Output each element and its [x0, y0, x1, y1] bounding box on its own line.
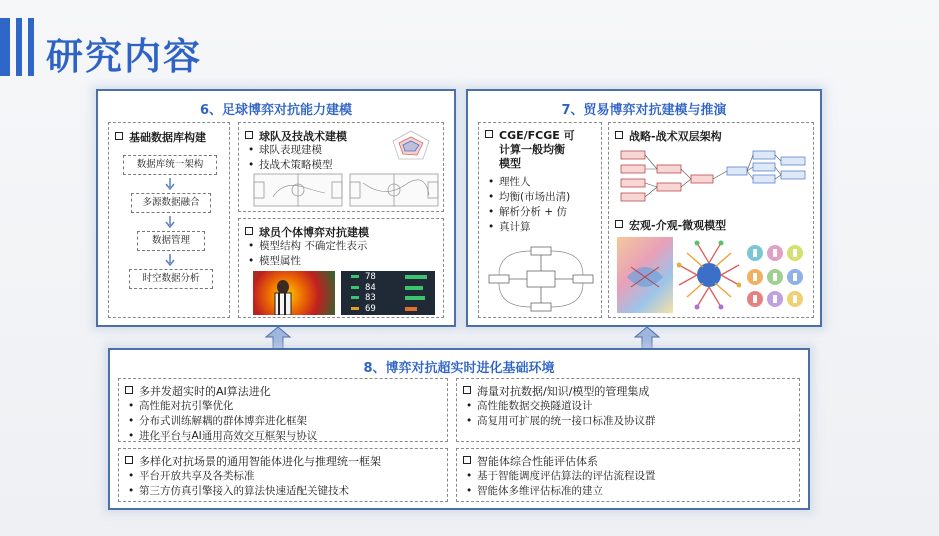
- strategy-section: [608, 122, 814, 318]
- bullet-item: • 高性能数据交换隧道设计: [463, 399, 656, 414]
- bullet-item: • 高性能对抗引擎优化: [125, 399, 317, 414]
- bullet-item: • 基于智能调度评估算法的评估流程设置: [463, 469, 656, 484]
- page-title: 研究内容: [46, 35, 202, 78]
- arrow-down-icon: [165, 254, 175, 266]
- section-heading: 多样化对抗场景的通用智能体进化与推理统一框架: [125, 453, 381, 469]
- stat-value: 83: [365, 293, 376, 303]
- bullet-item: • 分布式训练解耦的群体博弈进化框架: [125, 414, 317, 429]
- bullet-item: • 进化平台与AI通用高效交互框架与协议: [125, 429, 317, 444]
- player-section: [238, 218, 444, 318]
- strategy-heading: 战略-战术双层架构: [615, 128, 722, 144]
- section-heading: 多并发超实时的AI算法进化: [125, 383, 317, 399]
- micro-agents-image: [745, 237, 809, 313]
- mesoscale-network-image: [677, 237, 741, 313]
- panel-title: 7、贸易博弈对抗建模与推演: [561, 103, 727, 118]
- macro-heading: 宏观-介观-微观模型: [615, 217, 726, 233]
- cge-section: [478, 122, 602, 318]
- data-management-section: [456, 378, 800, 442]
- flow-step: 数据库统一架构: [123, 155, 217, 175]
- equilibrium-diagram-image: [487, 245, 595, 313]
- framework-section: [118, 448, 448, 502]
- checkbox-icon: [463, 456, 471, 464]
- cge-heading: CGE/FCGE 可 计算一般均衡 模型: [485, 129, 575, 171]
- bullet-item: • 模型结构 不确定性表示: [245, 239, 367, 254]
- checkbox-icon: [125, 456, 133, 464]
- bullet-item: • 高复用可扩展的统一接口标准及协议群: [463, 414, 656, 429]
- bullet-item: • 真计算: [485, 220, 570, 235]
- bullet-item: • 理性人: [485, 175, 570, 190]
- title-accent-bar: [16, 18, 22, 76]
- checkbox-icon: [463, 386, 471, 394]
- checkbox-icon: [125, 386, 133, 394]
- section-heading: 智能体综合性能评估体系: [463, 453, 656, 469]
- panel-title: 8、博弈对抗超实时进化基础环境: [363, 361, 555, 376]
- bullet-item: • 模型属性: [245, 254, 367, 269]
- bullet-item: • 第三方仿真引擎接入的算法快速适配关键技术: [125, 484, 381, 499]
- section-heading: 海量对抗数据/知识/模型的管理集成: [463, 383, 656, 399]
- flow-step: 数据管理: [137, 231, 205, 251]
- radar-chart-image: [389, 129, 433, 163]
- checkbox-icon: [615, 131, 623, 139]
- database-heading: 基础数据库构建: [115, 129, 206, 145]
- evaluation-section: [456, 448, 800, 502]
- evolution-section: [118, 378, 448, 442]
- soccer-pitch-image: [253, 173, 343, 207]
- architecture-diagram-image: [619, 145, 809, 207]
- stat-value: 84: [365, 282, 376, 293]
- database-section: [108, 122, 230, 318]
- checkbox-icon: [115, 132, 123, 140]
- team-section: [238, 122, 444, 212]
- checkbox-icon: [245, 131, 253, 139]
- arrow-down-icon: [165, 178, 175, 190]
- macro-map-image: [617, 237, 673, 313]
- player-heading: 球员个体博弈对抗建模: [245, 224, 369, 240]
- stat-value: 69: [365, 303, 376, 314]
- stat-value: 78: [365, 272, 376, 282]
- panel-football: [96, 89, 456, 327]
- title-accent-bar: [0, 18, 10, 76]
- bullet-item: • 解析分析 + 仿: [485, 205, 570, 220]
- team-heading: 球队及技战术建模: [245, 128, 347, 144]
- panel-title: 6、足球博弈对抗能力建模: [199, 103, 353, 118]
- player-stats-card: [341, 271, 435, 315]
- bullet-item: • 智能体多维评估标准的建立: [463, 484, 656, 499]
- checkbox-icon: [485, 130, 493, 138]
- checkbox-icon: [245, 227, 253, 235]
- checkbox-icon: [615, 220, 623, 228]
- arrow-down-icon: [165, 216, 175, 228]
- bullet-item: • 平台开放共享及各类标准: [125, 469, 381, 484]
- panel-trade: [466, 89, 822, 327]
- player-heatmap-image: [253, 271, 335, 315]
- flow-step: 多源数据融合: [131, 193, 211, 213]
- soccer-pitch-image: [349, 173, 439, 207]
- bullet-item: • 技战术策略模型: [245, 158, 333, 173]
- flow-step: 时空数据分析: [129, 269, 213, 289]
- bullet-item: • 均衡(市场出清): [485, 190, 570, 205]
- panel-environment: [108, 348, 810, 510]
- bullet-item: • 球队表现建模: [245, 143, 333, 158]
- title-accent-bar: [28, 18, 34, 76]
